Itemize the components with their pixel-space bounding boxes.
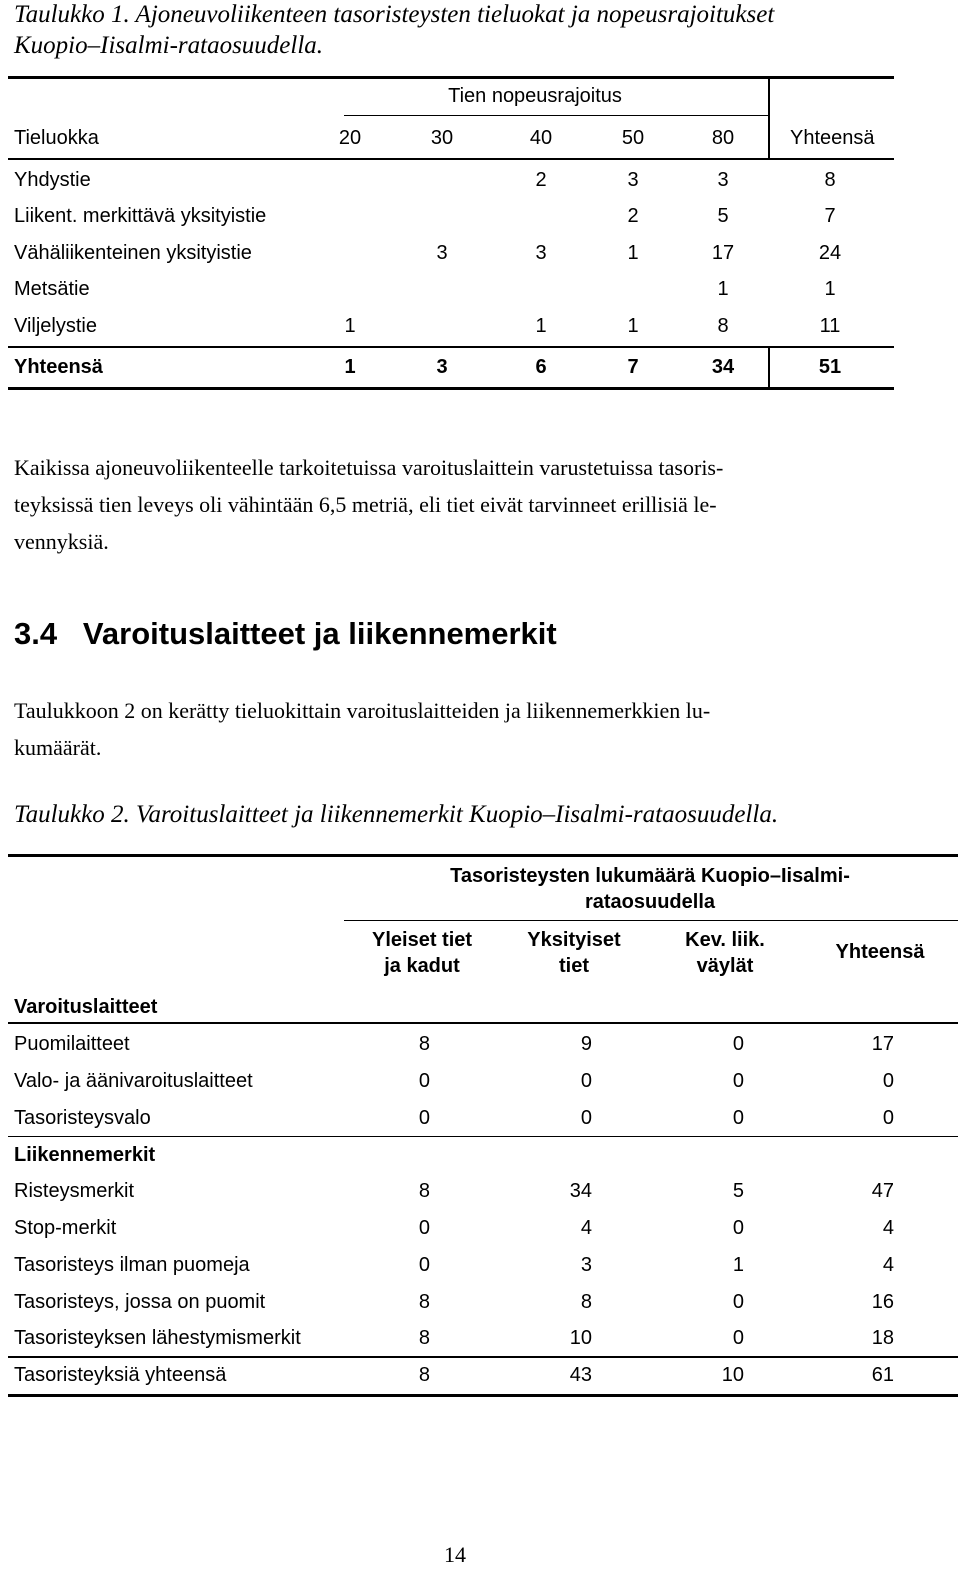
table2-cell: 8	[418, 1327, 430, 1349]
section-heading: 3.4 Varoituslaitteet ja liikennemerkit	[14, 616, 557, 651]
table1-cell: 7	[824, 205, 836, 227]
table2-cell: 16	[871, 1291, 894, 1313]
table2-cell: 0	[732, 1070, 744, 1092]
table1-caption-line1: Taulukko 1. Ajoneuvoliikenteen tasoristeysten tieluokat ja nopeusrajoitukset	[14, 1, 775, 28]
table2-cell: 3	[580, 1254, 592, 1276]
table1-cell: 2	[627, 205, 639, 227]
table2-total-cell: 8	[418, 1364, 430, 1386]
table2-total-cell: 61	[871, 1364, 894, 1386]
table1-cell: 17	[711, 242, 735, 264]
table2-cell: 4	[580, 1217, 592, 1239]
table2-col-header-yksityiset: Yksityiset	[527, 929, 621, 951]
table2-cell: 8	[418, 1180, 430, 1202]
table1-header-divider	[768, 77, 770, 158]
table2-cell: 17	[871, 1033, 894, 1055]
table2-cell: 0	[732, 1327, 744, 1349]
table1-cell: 5	[717, 205, 729, 227]
table1-col-header-total: Yhteensä	[790, 127, 875, 149]
section-paragraph-line: Taulukkoon 2 on kerätty tieluokittain varoituslaitteiden ja liikennemerkkien lu-	[14, 698, 711, 723]
table2-cell: 9	[580, 1033, 592, 1055]
table1-total-cell: 34	[711, 356, 735, 378]
table1-cell: 3	[535, 242, 547, 264]
table1-col-header-40: 40	[529, 127, 553, 149]
table1-total-cell: 6	[535, 356, 547, 378]
table1-row-label: Vähäliikenteinen yksityistie	[14, 242, 252, 264]
table1-cell: 3	[717, 169, 729, 191]
section-paragraph-line: kumäärät.	[14, 735, 102, 760]
table2-cell: 0	[732, 1107, 744, 1129]
table1-row-label: Liikent. merkittävä yksityistie	[14, 205, 267, 227]
table1-cell: 1	[627, 315, 639, 337]
table2-group-header-line1: Tasoristeysten lukumäärä Kuopio–Iisalmi-	[450, 865, 850, 887]
table1-cell: 24	[818, 242, 842, 264]
table2-total-label: Tasoristeyksiä yhteensä	[14, 1364, 227, 1386]
table2-col-header-total: Yhteensä	[835, 941, 925, 963]
body-paragraph-line: teyksissä tien leveys oli vähintään 6,5 metriä, eli tiet eivät tarvinneet erillisiä le-	[14, 492, 717, 517]
table2-section-liikennemerkit: Liikennemerkit	[14, 1144, 156, 1166]
table1-top-rule	[8, 76, 894, 79]
table2-col-header-yleiset-2: ja kadut	[384, 955, 460, 977]
table1-header-rule	[8, 158, 894, 160]
table2-section-rule	[8, 1136, 958, 1137]
table2-row-label: Valo- ja äänivaroituslaitteet	[14, 1070, 253, 1092]
table1-cell: 3	[436, 242, 448, 264]
table2-caption: Taulukko 2. Varoituslaitteet ja liikennemerkit Kuopio–Iisalmi-rataosuudella.	[14, 801, 779, 828]
table2-row-label: Tasoristeyksen lähestymismerkit	[14, 1327, 301, 1349]
table2-cell: 0	[418, 1217, 430, 1239]
table2-row-label: Tasoristeysvalo	[14, 1107, 151, 1129]
table2-cell: 0	[732, 1291, 744, 1313]
table2-total-cell: 10	[721, 1364, 744, 1386]
table1-row-label: Viljelystie	[14, 315, 97, 337]
table2-col-header-kev-liik-2: väylät	[696, 955, 754, 977]
table2-row-label: Stop-merkit	[14, 1217, 117, 1239]
table1-group-header: Tien nopeusrajoitus	[448, 85, 622, 107]
table2-cell: 0	[882, 1107, 894, 1129]
table1-total-label: Yhteensä	[14, 356, 103, 378]
table1-row-label: Metsätie	[14, 278, 90, 300]
table2-cell: 0	[580, 1107, 592, 1129]
table2-bottom-rule	[8, 1394, 958, 1397]
table1-cell: 1	[627, 242, 639, 264]
table1-caption-line2: Kuopio–Iisalmi-rataosuudella.	[14, 32, 324, 59]
table2-total-cell: 43	[569, 1364, 592, 1386]
table1-total-divider	[768, 347, 770, 388]
table1-col-header-80: 80	[711, 127, 735, 149]
table2-cell: 0	[418, 1107, 430, 1129]
table2-col-header-yksityiset-2: tiet	[559, 955, 589, 977]
table2-total-rule	[8, 1356, 958, 1358]
table1-total-cell: 51	[818, 356, 842, 378]
table2-row-label: Tasoristeys, jossa on puomit	[14, 1291, 266, 1313]
table2-col-header-yleiset: Yleiset tiet	[372, 929, 473, 951]
table2-row-label: Risteysmerkit	[14, 1180, 135, 1202]
table1-bottom-rule	[8, 387, 894, 390]
table2-cell: 10	[569, 1327, 592, 1349]
body-paragraph-line: vennyksiä.	[14, 529, 109, 554]
table2-cell: 8	[418, 1291, 430, 1313]
table1-total-rule	[8, 346, 894, 348]
table1-total-cell: 3	[436, 356, 448, 378]
table1-cell: 11	[819, 315, 841, 337]
table2-cell: 8	[580, 1291, 592, 1313]
table1-group-rule	[344, 115, 768, 116]
table2-cell: 18	[871, 1327, 894, 1349]
table2-cell: 4	[882, 1217, 894, 1239]
table1-cell: 1	[824, 278, 836, 300]
table2-header-rule	[8, 1022, 958, 1024]
table2-cell: 1	[732, 1254, 744, 1276]
table2-cell: 4	[882, 1254, 894, 1276]
table1-cell: 8	[717, 315, 729, 337]
table1-cell: 8	[824, 169, 836, 191]
table1-cell: 1	[535, 315, 547, 337]
table2-cell: 34	[569, 1180, 592, 1202]
table1-cell: 2	[535, 169, 547, 191]
table1-total-cell: 7	[627, 356, 639, 378]
table2-cell: 0	[418, 1254, 430, 1276]
table1-col-header-tieluokka: Tieluokka	[14, 127, 99, 149]
table1-row-label: Yhdystie	[14, 169, 91, 191]
table2-cell: 0	[418, 1070, 430, 1092]
table2-col-header-kev-liik: Kev. liik.	[685, 929, 765, 951]
table2-cell: 0	[732, 1217, 744, 1239]
table1-col-header-30: 30	[430, 127, 454, 149]
table2-top-rule	[8, 854, 958, 857]
table2-cell: 8	[418, 1033, 430, 1055]
table1-cell: 1	[717, 278, 729, 300]
table2-cell: 5	[732, 1180, 744, 1202]
table2-group-rule	[344, 920, 958, 921]
table2-section-varoituslaitteet: Varoituslaitteet	[14, 996, 158, 1018]
table1-col-header-20: 20	[338, 127, 362, 149]
table1-col-header-50: 50	[621, 127, 645, 149]
table2-cell: 0	[882, 1070, 894, 1092]
table2-cell: 0	[580, 1070, 592, 1092]
table2-group-header-line2: rataosuudella	[584, 891, 716, 913]
table2-row-label: Puomilaitteet	[14, 1033, 130, 1055]
table1-cell: 3	[627, 169, 639, 191]
page-number: 14	[444, 1542, 466, 1567]
table2-cell: 0	[732, 1033, 744, 1055]
table1-total-cell: 1	[344, 356, 356, 378]
table2-cell: 47	[871, 1180, 894, 1202]
body-paragraph-line: Kaikissa ajoneuvoliikenteelle tarkoitetuissa varoituslaittein varustetuissa tasoris-	[14, 455, 724, 480]
table2-row-label: Tasoristeys ilman puomeja	[14, 1254, 250, 1276]
table1-cell: 1	[344, 315, 356, 337]
